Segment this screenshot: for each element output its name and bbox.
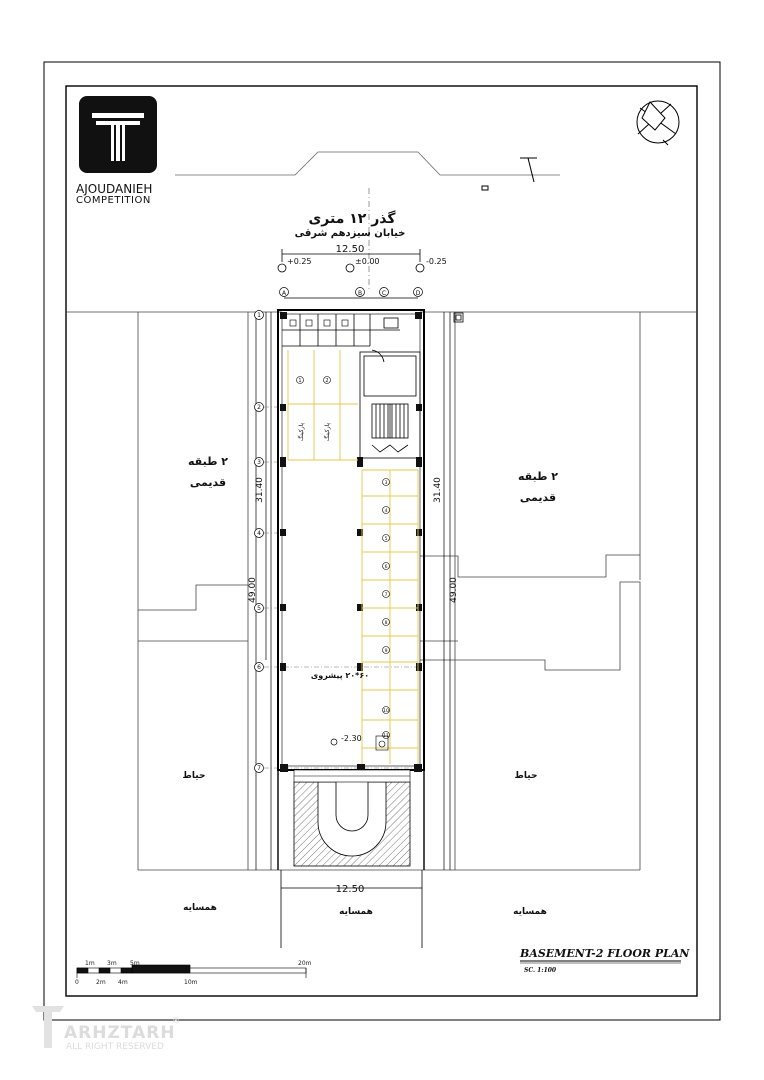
logo-line2: COMPETITION: [76, 195, 151, 206]
depth-dim-right-b: 49.00: [449, 577, 459, 603]
side-label-left-b: پارکینگ: [324, 422, 331, 442]
scale-bottom-4: 10m: [184, 979, 198, 986]
old-building-left-2: قدیمی: [189, 476, 227, 489]
scale-top-1: 1m: [85, 960, 95, 967]
parking-4: 4: [384, 509, 388, 514]
depth-dim-b: 49.00: [248, 577, 258, 603]
parking-5: 5: [384, 537, 388, 542]
neighbor-center: همسایه: [339, 907, 373, 917]
stair-core: [360, 350, 420, 458]
watermark-rights: ALL RIGHT RESERVED: [66, 1042, 164, 1052]
grid-row-3: 3: [257, 459, 261, 466]
scale-top-4: 20m: [298, 960, 312, 967]
grid-row-6: 6: [257, 664, 261, 671]
street-subtitle: خیابان سیزدهم شرقی: [294, 228, 406, 239]
ramp: [294, 770, 410, 866]
grid-row-5: 5: [257, 605, 261, 612]
top-width-dim: 12.50: [335, 244, 365, 255]
neighbor-right: همسایه: [513, 907, 547, 917]
logo-line1: AJOUDANIEH: [76, 182, 153, 196]
grid-col-b: B: [357, 290, 363, 297]
scale-bottom-3: 4m: [118, 979, 128, 986]
parking-7: 7: [384, 593, 388, 598]
grid-row-2: 2: [257, 404, 261, 411]
watermark: [32, 1006, 180, 1052]
level-left: +0.25: [287, 257, 312, 266]
level-center: ±0.00: [355, 257, 380, 266]
parking-bays: [288, 350, 418, 764]
scale-bottom-1: 0: [75, 979, 79, 986]
parking-2: 2: [325, 378, 329, 384]
old-building-right-1: ۲ طبقه: [518, 470, 558, 483]
side-label-left: پارکینگ: [298, 422, 305, 442]
grid-col-c: C: [381, 290, 387, 297]
scale-top-2: 3m: [107, 960, 117, 967]
old-building-left-1: ۲ طبقه: [188, 455, 228, 468]
parking-9: 9: [384, 649, 388, 654]
bottom-width-dim: 12.50: [335, 884, 365, 895]
watermark-brand: ARHZTARH: [64, 1023, 176, 1043]
scale-bottom-2: 2m: [96, 979, 106, 986]
level-right: -0.25: [426, 257, 447, 266]
parking-1: 1: [298, 378, 302, 384]
logo: [76, 96, 157, 206]
north-arrow-icon: [637, 101, 679, 145]
grid-row-7: 7: [257, 765, 261, 772]
watermark-mark: ®: [172, 1016, 180, 1025]
grid-col-bubbles: [280, 288, 423, 297]
grid-col-d: D: [415, 290, 421, 297]
parking-6: 6: [384, 565, 388, 570]
parking-number-markers: [383, 479, 390, 739]
depth-dim-right-a: 31.40: [433, 477, 443, 503]
yard-left: حیاط: [182, 771, 206, 781]
street-outline: [175, 152, 560, 175]
scale-note: SC. 1:100: [524, 967, 557, 974]
plan-title: BASEMENT-2 FLOOR PLAN: [520, 947, 690, 960]
old-building-right-2: قدیمی: [519, 491, 557, 504]
grid-col-a: A: [281, 290, 287, 297]
ramp-note: ۶۰*۲۰ پیشروی: [310, 671, 370, 680]
parking-10: 10: [383, 709, 389, 714]
grid-row-1: 1: [257, 312, 261, 319]
street-title: گذر ۱۲ متری: [308, 211, 396, 227]
left-dim-lines: [256, 312, 271, 870]
ramp-level: -2.30: [341, 734, 362, 743]
yard-right: حیاط: [514, 771, 538, 781]
service-rooms: [282, 313, 463, 346]
parking-8: 8: [384, 621, 388, 626]
scale-top-3: 5m: [130, 960, 140, 967]
parking-11: 11: [383, 734, 389, 739]
depth-dim-a: 31.40: [255, 477, 265, 503]
grid-row-4: 4: [257, 530, 261, 537]
neighbor-left: همسایه: [183, 903, 217, 913]
parking-3: 3: [384, 481, 388, 486]
